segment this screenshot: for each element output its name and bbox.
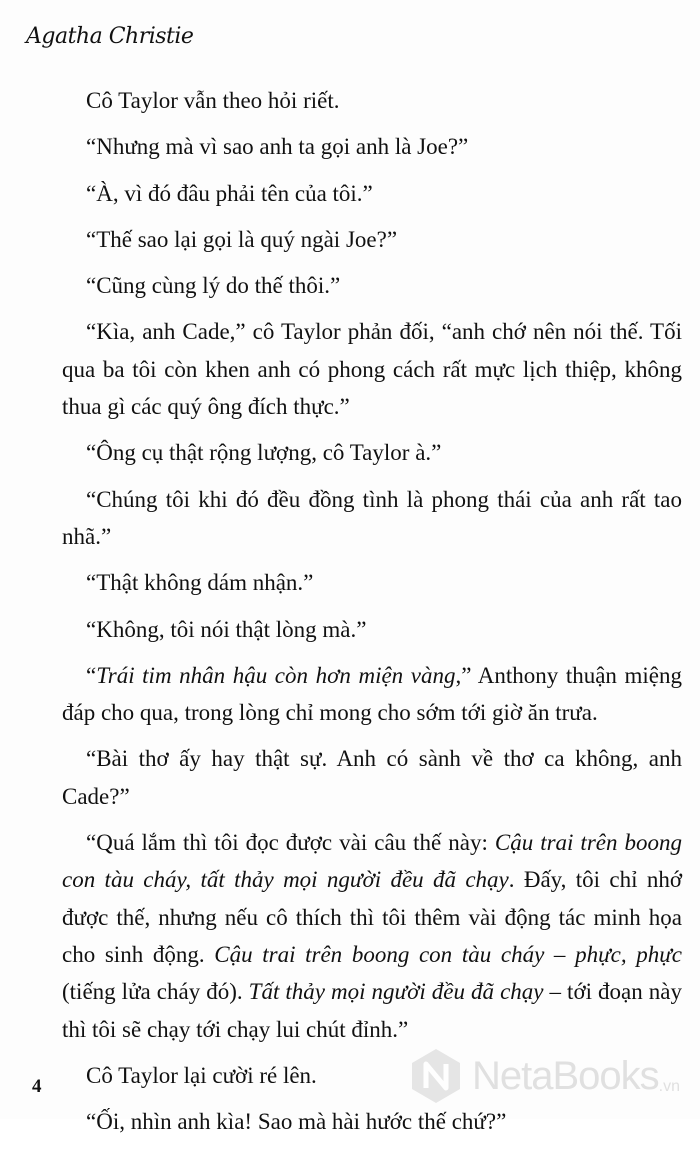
body-text bbox=[62, 82, 682, 1149]
text-segment: “Ông cụ thật rộng lượng, cô Taylor à.” bbox=[86, 440, 442, 466]
paragraph bbox=[62, 824, 682, 1048]
text-segment: “Quá lắm thì tôi đọc được vài câu thế này: bbox=[86, 830, 495, 856]
text-segment: “Bài thơ ấy hay thật sự. Anh có sành về thơ ca không, anh Cade?” bbox=[62, 746, 682, 809]
text-segment: . Đấy, tôi chỉ nhớ được thế, nhưng nếu cô thích thì tôi thêm vài động tác minh họa cho sinh động. bbox=[62, 867, 682, 967]
italic-text: Cậu trai trên boong con tàu cháy, tất thảy mọi người đều đã chạy bbox=[62, 830, 682, 893]
watermark-suffix: .vn bbox=[658, 1078, 680, 1095]
text-segment: ,” Anthony thuận miệng đáp cho qua, trong lòng chỉ mong cho sớm tới giờ ăn trưa. bbox=[62, 662, 682, 726]
netabooks-logo-icon bbox=[406, 1046, 466, 1106]
text-segment: “Chúng tôi khi đó đều đồng tình là phong thái của anh rất tao nhã.” bbox=[62, 486, 682, 549]
paragraph bbox=[62, 82, 682, 119]
paragraph bbox=[62, 657, 682, 732]
text-segment: “Cũng cùng lý do thế thôi.” bbox=[86, 273, 341, 299]
text-segment: – tới đoạn này thì tôi sẽ chạy tới chạy lui chút đỉnh.” bbox=[62, 979, 682, 1042]
italic-text: Trái tim nhân hậu còn hơn miện vàng bbox=[96, 662, 456, 688]
paragraph bbox=[62, 221, 682, 258]
paragraph bbox=[62, 128, 682, 165]
text-segment: “Ối, nhìn anh kìa! Sao mà hài hước thế chứ?” bbox=[86, 1109, 507, 1135]
text-segment: “Thế sao lại gọi là quý ngài Joe?” bbox=[86, 226, 398, 252]
text-segment: “ bbox=[86, 662, 97, 688]
watermark-brand: NetaBooks bbox=[471, 1053, 659, 1098]
italic-text: Cậu trai trên boong con tàu cháy – phực, phực bbox=[214, 941, 682, 967]
paragraph bbox=[62, 740, 682, 815]
watermark bbox=[406, 1046, 680, 1106]
text-segment: “Kìa, anh Cade,” cô Taylor phản đối, “anh chớ nên nói thế. Tối qua ba tôi còn khen anh có phong cách rất mực lịch thiệp, không thua gì các quý ông đích thực.” bbox=[62, 319, 682, 420]
text-segment: Cô Taylor vẫn theo hỏi riết. bbox=[86, 88, 340, 113]
text-segment: “Không, tôi nói thật lòng mà.” bbox=[86, 616, 367, 642]
page-number: 4 bbox=[32, 1076, 42, 1097]
paragraph bbox=[62, 434, 682, 471]
paragraph bbox=[62, 313, 682, 425]
text-segment: “À, vì đó đâu phải tên của tôi.” bbox=[86, 180, 373, 206]
paragraph bbox=[62, 175, 682, 212]
italic-text: Tất thảy mọi người đều đã chạy bbox=[248, 979, 544, 1005]
paragraph bbox=[62, 564, 682, 601]
author-signature: Agatha Christie bbox=[26, 24, 194, 49]
text-segment: “Thật không dám nhận.” bbox=[86, 570, 314, 596]
paragraph bbox=[62, 267, 682, 304]
text-segment: (tiếng lửa cháy đó). bbox=[62, 979, 249, 1005]
paragraph bbox=[62, 611, 682, 648]
paragraph bbox=[62, 1103, 682, 1140]
paragraph bbox=[62, 481, 682, 556]
text-segment: Cô Taylor lại cười ré lên. bbox=[86, 1062, 317, 1088]
text-segment: “Nhưng mà vì sao anh ta gọi anh là Joe?” bbox=[86, 134, 469, 160]
